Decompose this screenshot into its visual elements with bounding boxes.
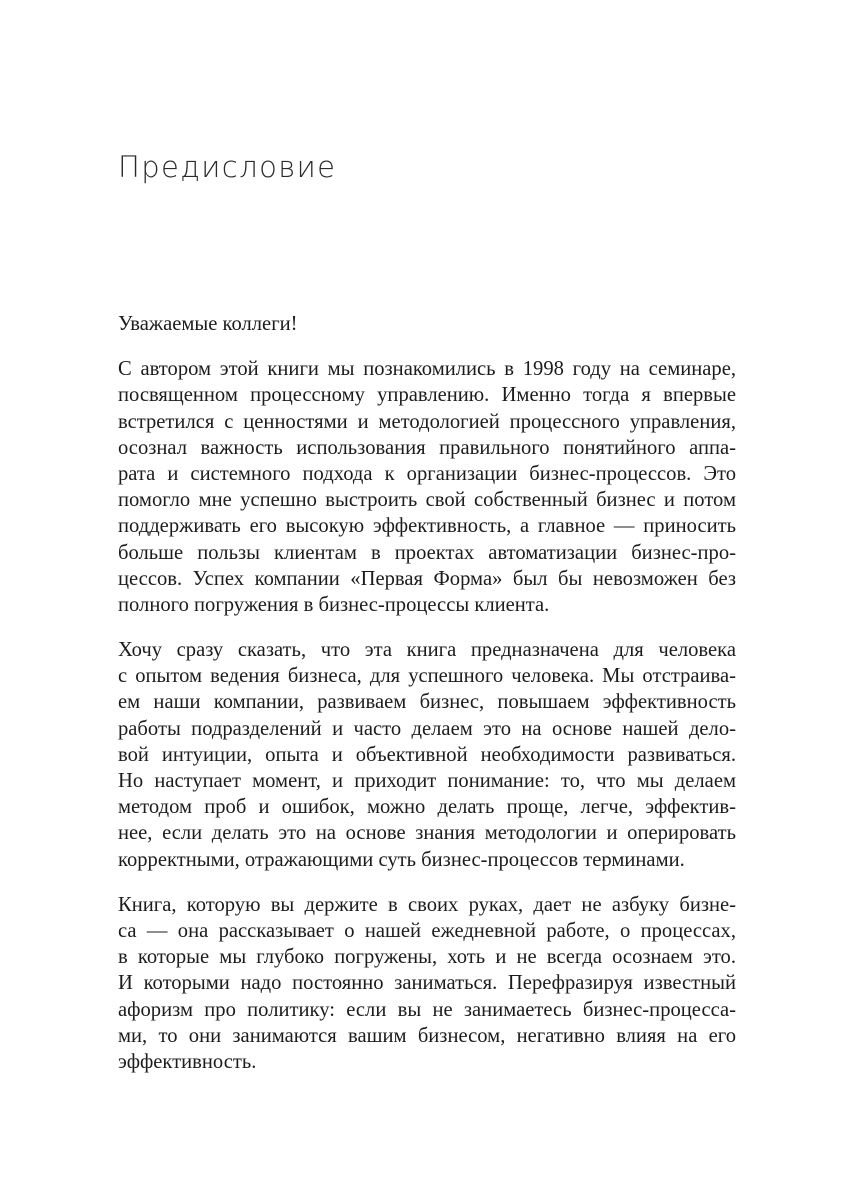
- text-line: Хочу сразу сказать, что эта книга предназначена для человека: [118, 639, 736, 662]
- chapter-heading: Предисловие: [118, 150, 337, 184]
- text-line: методом проб и ошибок, можно делать проще, легче, эффектив-: [118, 796, 736, 819]
- text-line: эффективность.: [118, 1050, 257, 1073]
- text-line: полного погружения в бизнес-процессы клиента.: [118, 593, 550, 616]
- preface-body: [118, 311, 736, 1094]
- text-line: цессов. Успех компании «Первая Форма» был бы невозможен без: [118, 567, 736, 590]
- text-line: посвященном процессному управлению. Именно тогда я впервые: [118, 384, 736, 407]
- text-line: с опытом ведения бизнеса, для успешного человека. Мы отстраива-: [118, 665, 736, 688]
- text-line: нее, если делать это на основе знания методологии и оперировать: [118, 822, 736, 845]
- text-line: в которые мы глубоко погружены, хоть и не всегда осознаем это.: [118, 946, 736, 969]
- text-line: афоризм про политику: если вы не занимаетесь бизнес-процесса-: [118, 998, 736, 1021]
- text-line: поддерживать его высокую эффективность, а главное — приносить: [118, 515, 736, 538]
- text-line: корректными, отражающими суть бизнес-процессов терминами.: [118, 848, 685, 871]
- text-line: С автором этой книги мы познакомились в 1998 году на семинаре,: [118, 358, 736, 381]
- text-line: ем наши компании, развиваем бизнес, повышаем эффективность: [118, 691, 736, 714]
- text-line: Книга, которую вы держите в своих руках, дает не азбуку бизне-: [118, 893, 736, 916]
- preface-paragraph: [118, 356, 736, 618]
- text-line: Уважаемые коллеги!: [118, 313, 298, 335]
- text-line: са — она рассказывает о нашей ежедневной работе, о процессах,: [118, 919, 736, 942]
- salutation-paragraph: [118, 311, 736, 337]
- text-line: ми, то они занимаются вашим бизнесом, негативно влияя на его: [118, 1024, 736, 1047]
- preface-paragraph: [118, 892, 736, 1075]
- text-line: помогло мне успешно выстроить свой собственный бизнес и потом: [118, 489, 736, 512]
- text-line: осознал важность использования правильного понятийного аппа-: [118, 436, 736, 459]
- text-line: И которыми надо постоянно заниматься. Перефразируя известный: [118, 972, 736, 995]
- text-line: вой интуиции, опыта и объективной необходимости развиваться.: [118, 743, 736, 766]
- text-line: работы подразделений и часто делаем это на основе нашей дело-: [118, 717, 736, 740]
- text-line: рата и системного подхода к организации бизнес-процессов. Это: [118, 462, 736, 485]
- text-line: встретился с ценностями и методологией процессного управления,: [118, 410, 736, 433]
- text-line: больше пользы клиентам в проектах автоматизации бизнес-про-: [118, 541, 736, 564]
- text-line: Но наступает момент, и приходит понимание: то, что мы делаем: [118, 770, 736, 792]
- preface-paragraph: [118, 637, 736, 873]
